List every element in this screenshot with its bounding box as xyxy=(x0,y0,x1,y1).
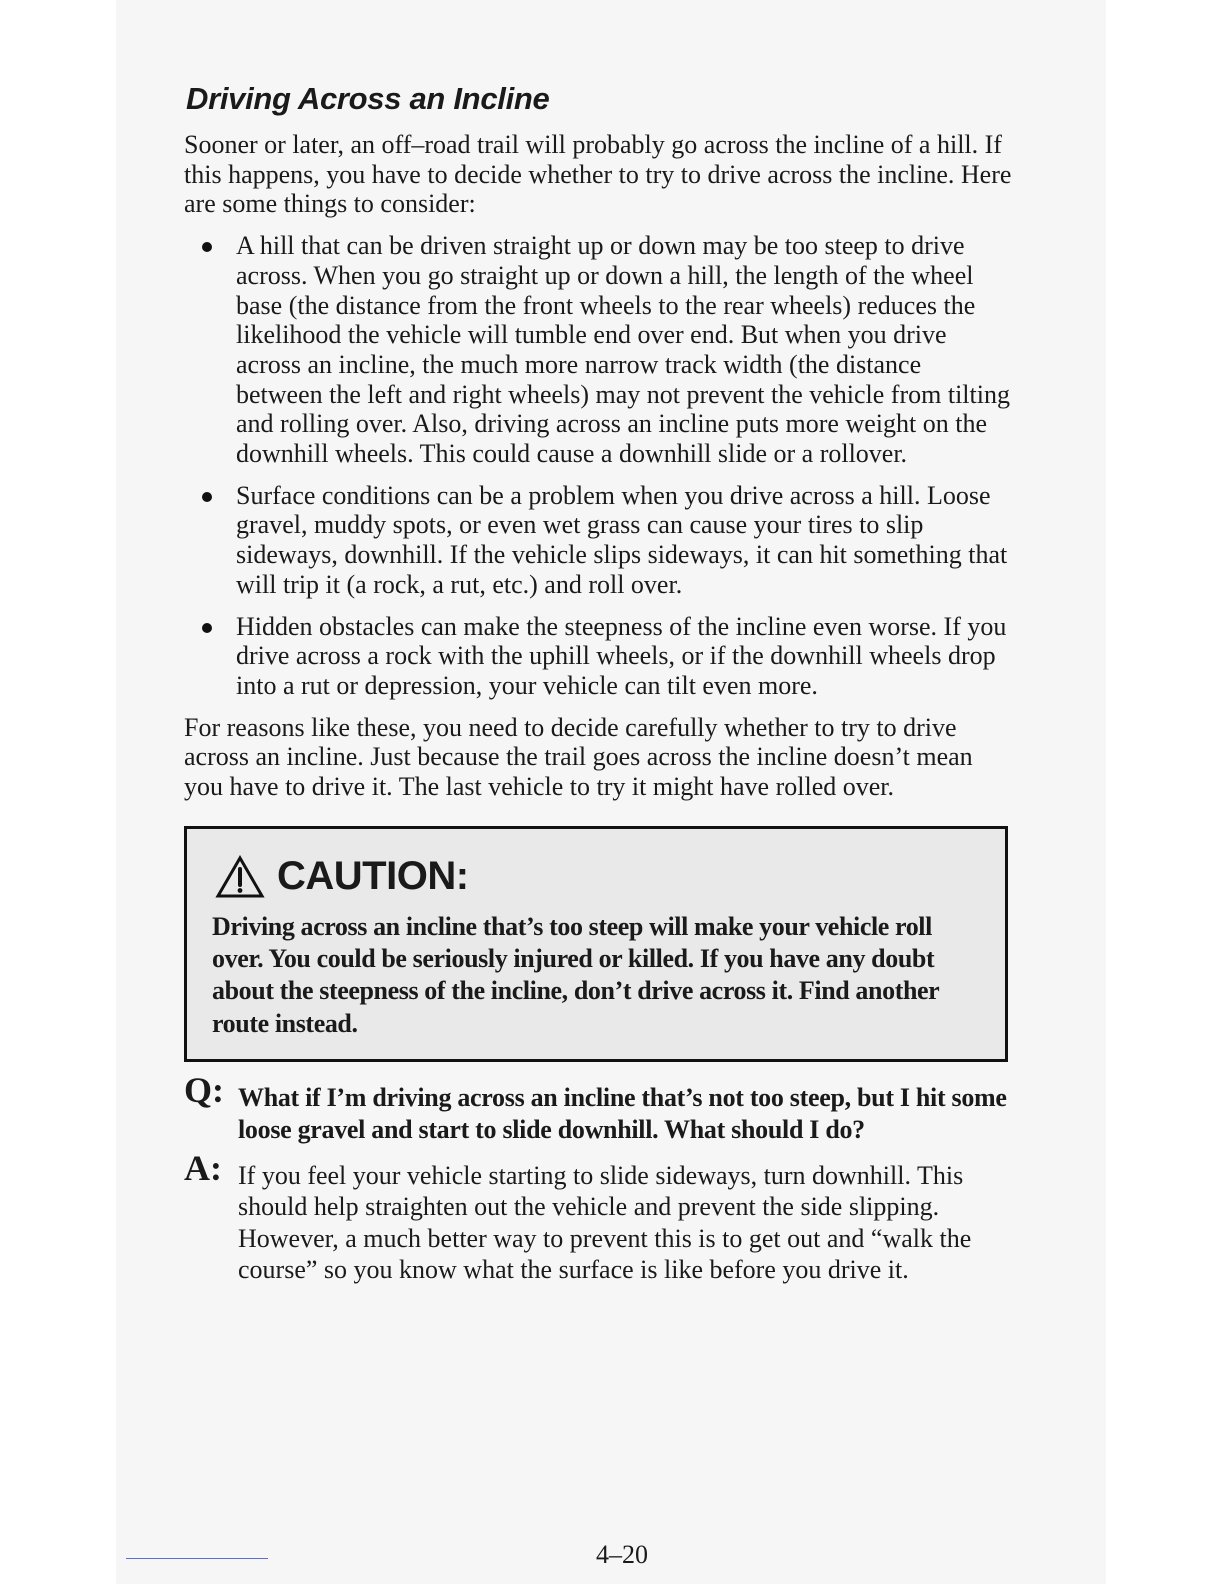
footer-rule xyxy=(126,1558,268,1559)
question-text: What if I’m driving across an incline that’s not too steep, but I hit some loose gravel and start to slide downhill. What should I do? xyxy=(238,1082,1007,1144)
list-item-text: A hill that can be driven straight up or down may be too steep to drive across. When you go straight up or down a hill, the length of the wheel base (the distance from the front wheels to the rear wheels) reduces the likelihood the vehicle will tumble end over end. But when you drive across an incline, the much more narrow track width (the distance between the left and right wheels) may not prevent the vehicle from tilting and rolling over. Also, driving across an incline puts more weight on the downhill wheels. This could cause a downhill slide or a rollover. xyxy=(236,231,1010,469)
list-item xyxy=(184,481,1014,600)
conclusion-paragraph: For reasons like these, you need to decide carefully whether to try to drive across an incline. Just because the trail goes across the incline doesn’t mean you have to drive it. The last vehicle to try it might have rolled over. xyxy=(184,712,973,802)
answer-block xyxy=(184,1147,1014,1286)
caution-text: Driving across an incline that’s too steep will make your vehicle roll over. You could be seriously injured or killed. If you have any doubt about the steepness of the incline, don’t drive across it. Find another route instead. xyxy=(212,911,939,1038)
section-title: Driving Across an Incline xyxy=(186,81,550,116)
list-item-text: Hidden obstacles can make the steepness of the incline even worse. If you drive across a rock with the uphill wheels, or if the downhill wheels drop into a rut or depression, your vehicle can tilt even more. xyxy=(236,611,1007,700)
bullet-icon xyxy=(202,242,212,252)
caution-header xyxy=(215,855,469,899)
caution-title: CAUTION: xyxy=(277,853,469,898)
question-label: Q: xyxy=(184,1069,224,1110)
list-item xyxy=(184,612,1014,701)
warning-triangle-icon xyxy=(215,855,265,899)
question-block xyxy=(184,1069,1014,1146)
list-item-text: Surface conditions can be a problem when you drive across a hill. Loose gravel, muddy spots, or even wet grass can cause your tires to slip sideways, downhill. If the vehicle slips sideways, it can hit something that will trip it (a rock, a rut, etc.) and roll over. xyxy=(236,480,1008,599)
intro-paragraph: Sooner or later, an off–road trail will probably go across the incline of a hill. If this happens, you have to decide whether to try to drive across the incline. Here are some things to consider: xyxy=(184,130,1012,219)
page-number: 4–20 xyxy=(596,1540,648,1569)
list-item xyxy=(184,231,1014,469)
bullet-icon xyxy=(202,492,212,502)
caution-box xyxy=(184,826,1008,1062)
bullet-icon xyxy=(202,623,212,633)
page-content xyxy=(184,80,1014,1286)
answer-text: If you feel your vehicle starting to slide sideways, turn downhill. This should help straighten out the vehicle and prevent the side slipping. However, a much better way to prevent this is to get out and “walk the course” so you know what the surface is like before you drive it. xyxy=(238,1160,972,1285)
consideration-list xyxy=(184,231,1014,701)
answer-label: A: xyxy=(184,1147,222,1188)
